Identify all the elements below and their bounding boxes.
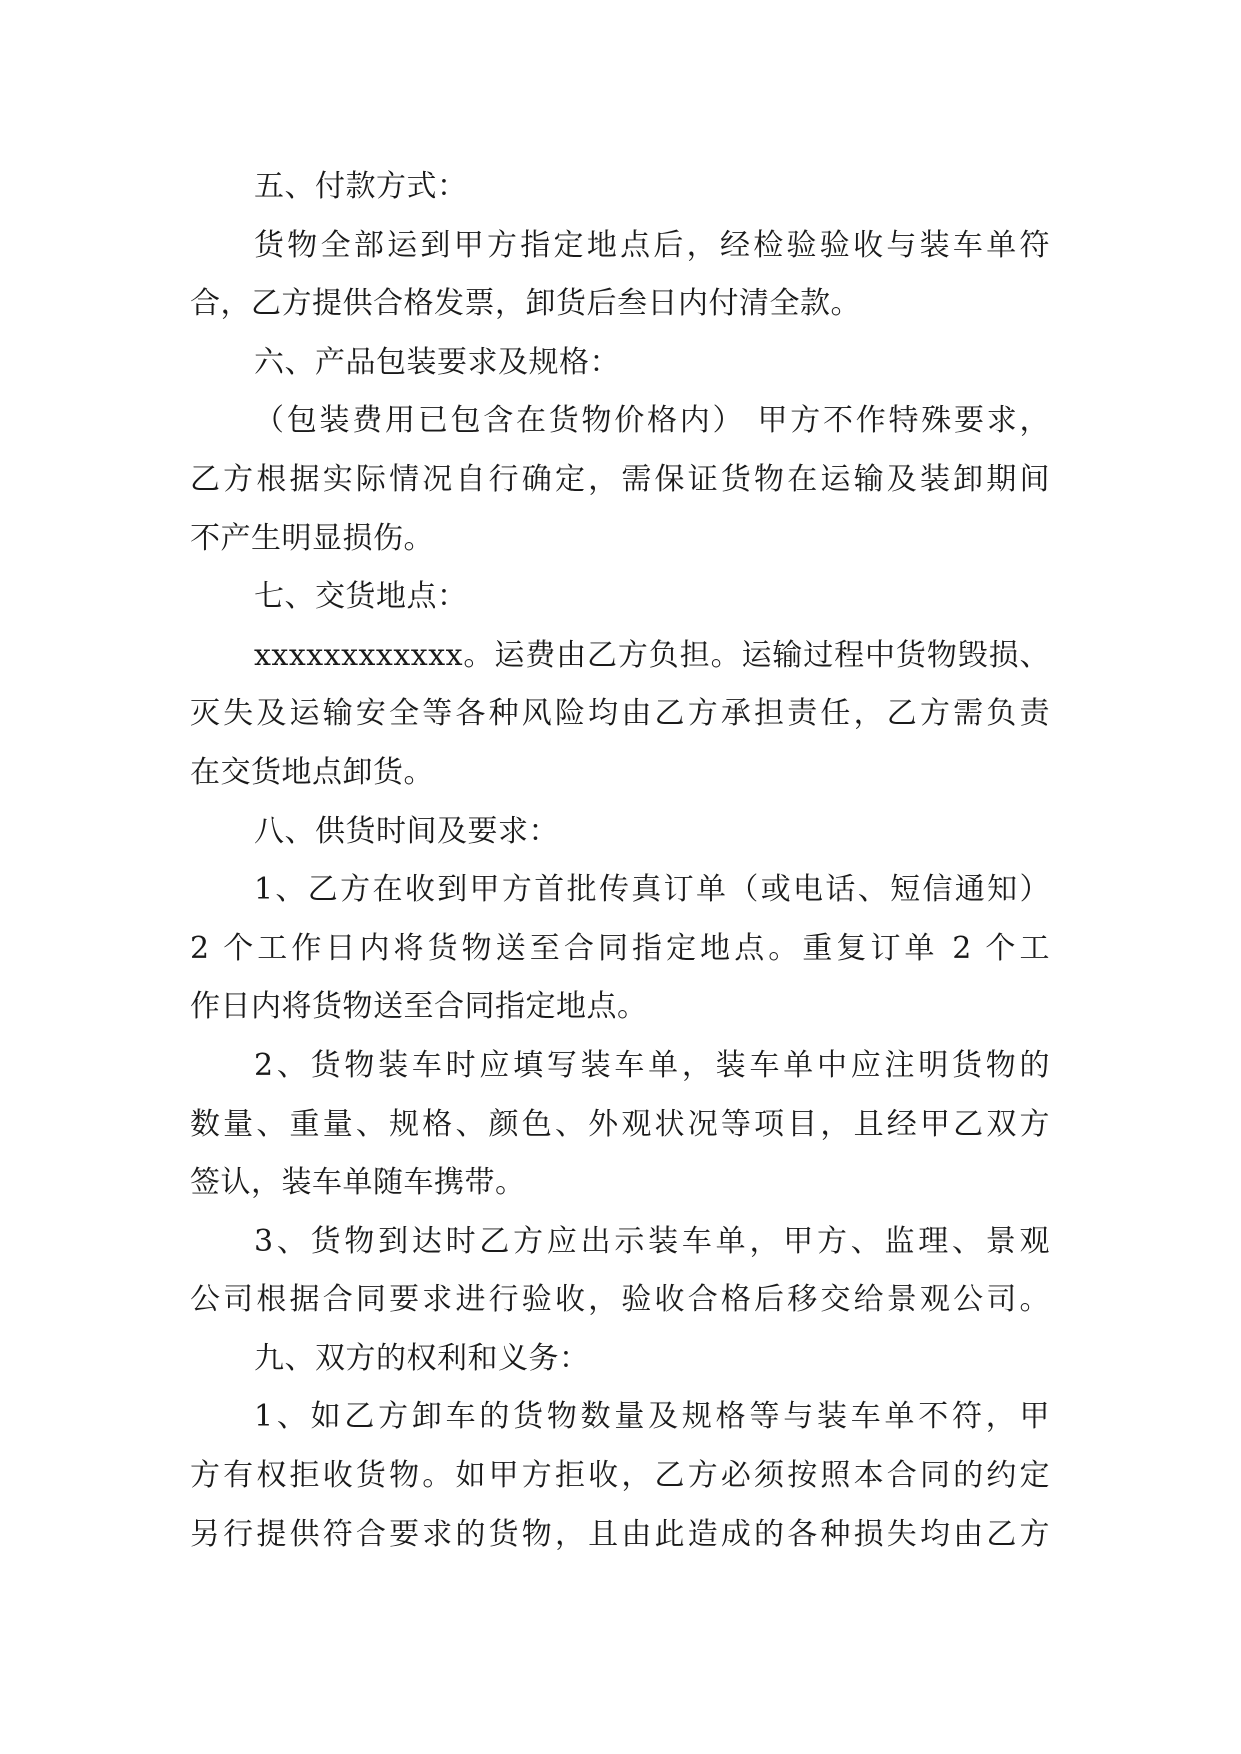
paragraph-line: 2、货物装车时应填写装车单，装车单中应注明货物的 bbox=[254, 1047, 1050, 1083]
paragraph-line: 货物全部运到甲方指定地点后，经检验验收与装车单符 bbox=[254, 227, 1050, 263]
paragraph-line: 不产生明显损伤。 bbox=[190, 520, 434, 556]
section-heading-packaging: 六、产品包装要求及规格： bbox=[254, 344, 620, 380]
paragraph-line: xxxxxxxxxxxx。运费由乙方负担。运输过程中货物毁损、 bbox=[254, 637, 1050, 673]
paragraph-line: 2 个工作日内将货物送至合同指定地点。重复订单 2 个工 bbox=[190, 930, 1050, 966]
paragraph-line: 方有权拒收货物。如甲方拒收，乙方必须按照本合同的约定 bbox=[190, 1458, 1050, 1494]
paragraph-line: 签认，装车单随车携带。 bbox=[190, 1165, 526, 1201]
paragraph-line: 合，乙方提供合格发票，卸货后叁日内付清全款。 bbox=[190, 286, 861, 322]
section-heading-delivery-location: 七、交货地点： bbox=[254, 579, 468, 615]
paragraph-line: 乙方根据实际情况自行确定，需保证货物在运输及装卸期间 bbox=[190, 461, 1050, 497]
paragraph-line: （包装费用已包含在货物价格内） 甲方不作特殊要求， bbox=[254, 403, 1050, 439]
paragraph-line: 作日内将货物送至合同指定地点。 bbox=[190, 989, 648, 1025]
section-heading-supply-time: 八、供货时间及要求： bbox=[254, 813, 559, 849]
paragraph-line: 另行提供符合要求的货物，且由此造成的各种损失均由乙方 bbox=[190, 1516, 1050, 1552]
section-heading-payment: 五、付款方式： bbox=[254, 169, 468, 204]
paragraph-line: 3、货物到达时乙方应出示装车单，甲方、监理、景观 bbox=[254, 1223, 1050, 1259]
paragraph-line: 1、如乙方卸车的货物数量及规格等与装车单不符，甲 bbox=[254, 1399, 1050, 1435]
paragraph-line: 灭失及运输安全等各种风险均由乙方承担责任，乙方需负责 bbox=[190, 696, 1050, 732]
paragraph-line: 公司根据合同要求进行验收，验收合格后移交给景观公司。 bbox=[190, 1282, 1050, 1318]
paragraph-line: 在交货地点卸货。 bbox=[190, 754, 434, 790]
section-heading-rights-obligations: 九、双方的权利和义务： bbox=[254, 1340, 590, 1376]
paragraph-line: 数量、重量、规格、颜色、外观状况等项目，且经甲乙双方 bbox=[190, 1106, 1050, 1142]
paragraph-line: 1、乙方在收到甲方首批传真订单（或电话、短信通知） bbox=[254, 872, 1050, 908]
contract-body bbox=[190, 158, 1050, 1564]
